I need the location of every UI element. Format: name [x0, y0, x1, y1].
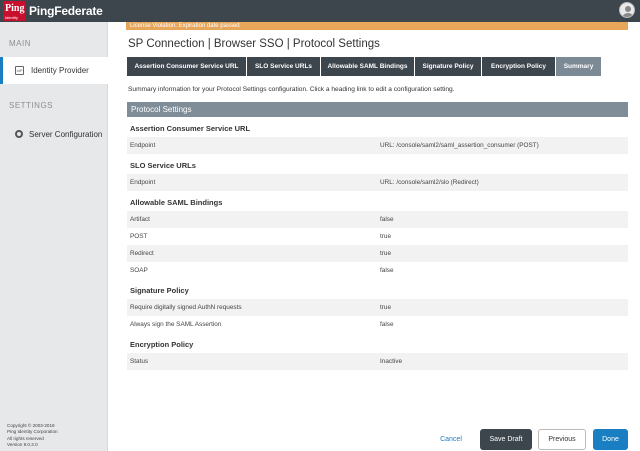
row-value: Inactive	[380, 358, 403, 365]
row-key: Require digitally signed AuthN requests	[130, 304, 242, 311]
page-title: SP Connection | Browser SSO | Protocol Settings	[128, 38, 380, 50]
row-value: false	[380, 216, 394, 223]
previous-button[interactable]: Previous	[538, 429, 586, 450]
sidebar-item-server-configuration[interactable]	[0, 128, 108, 140]
table-row	[127, 299, 628, 316]
table-row	[127, 174, 628, 191]
row-key: Status	[130, 358, 149, 365]
sidebar-heading-main: MAIN	[9, 39, 31, 48]
tab-signature-policy[interactable]: Signature Policy	[415, 57, 481, 76]
table-row	[127, 316, 628, 333]
row-key: Endpoint	[130, 142, 156, 149]
sidebar-item-label: Identity Provider	[31, 66, 89, 75]
row-value: URL: /console/saml2/slo (Redirect)	[380, 179, 479, 186]
tab-bar	[127, 57, 602, 76]
copyright-text: Copyright © 2003-2018 Ping Identity Corporation All rights reserved Version 9.0.3.0	[7, 423, 58, 447]
row-value: true	[380, 304, 392, 311]
sidebar-item-label: Server Configuration	[29, 129, 103, 139]
row-value: false	[380, 267, 394, 274]
user-avatar-icon[interactable]	[619, 2, 635, 18]
row-value: URL: /console/saml2/saml_assertion_consumer (POST)	[380, 142, 539, 149]
row-key: Endpoint	[130, 179, 156, 186]
ping-logo[interactable]	[3, 1, 103, 21]
tab-slo-service-urls[interactable]: SLO Service URLs	[247, 57, 320, 76]
section-header: Protocol Settings	[127, 102, 628, 117]
row-key: Always sign the SAML Assertion	[130, 321, 222, 328]
sidebar-heading-settings: SETTINGS	[9, 101, 54, 110]
tab-assertion-consumer-service-url[interactable]: Assertion Consumer Service URL	[127, 57, 246, 76]
gear-icon	[15, 130, 23, 138]
summary-content	[127, 117, 628, 370]
table-row	[127, 228, 628, 245]
tab-summary[interactable]: Summary	[556, 57, 601, 76]
sidebar	[0, 22, 108, 451]
group-link-encryption-policy[interactable]: Encryption Policy	[130, 340, 194, 349]
product-name: PingFederate	[29, 4, 103, 18]
row-value: true	[380, 233, 392, 240]
ping-logo-mark: Ping Identity	[5, 3, 25, 20]
identity-provider-icon: IdP	[16, 68, 23, 73]
cancel-button[interactable]: Cancel	[440, 436, 462, 443]
tab-allowable-saml-bindings[interactable]: Allowable SAML Bindings	[321, 57, 414, 76]
row-key: SOAP	[130, 267, 148, 274]
table-row	[127, 353, 628, 370]
intro-text: Summary information for your Protocol Settings configuration. Click a heading link to edit a configuration setting.	[128, 86, 455, 93]
row-key: POST	[130, 233, 148, 240]
row-value: false	[380, 321, 394, 328]
group-link-allowable-saml-bindings[interactable]: Allowable SAML Bindings	[130, 198, 223, 207]
license-warning-banner: License Violation: Expiration date passed	[126, 22, 628, 30]
table-row	[127, 137, 628, 154]
sidebar-item-identity-provider[interactable]	[0, 57, 108, 84]
row-value: true	[380, 250, 392, 257]
table-row	[127, 245, 628, 262]
tab-encryption-policy[interactable]: Encryption Policy	[482, 57, 555, 76]
table-row	[127, 211, 628, 228]
top-bar	[0, 0, 640, 22]
group-link-assertion-consumer-service-url[interactable]: Assertion Consumer Service URL	[130, 124, 251, 133]
save-draft-button[interactable]: Save Draft	[480, 429, 532, 450]
row-key: Redirect	[130, 250, 154, 257]
group-link-slo-service-urls[interactable]: SLO Service URLs	[130, 161, 196, 170]
done-button[interactable]: Done	[593, 429, 628, 450]
row-key: Artifact	[130, 216, 150, 223]
table-row	[127, 262, 628, 279]
group-link-signature-policy[interactable]: Signature Policy	[130, 286, 189, 295]
